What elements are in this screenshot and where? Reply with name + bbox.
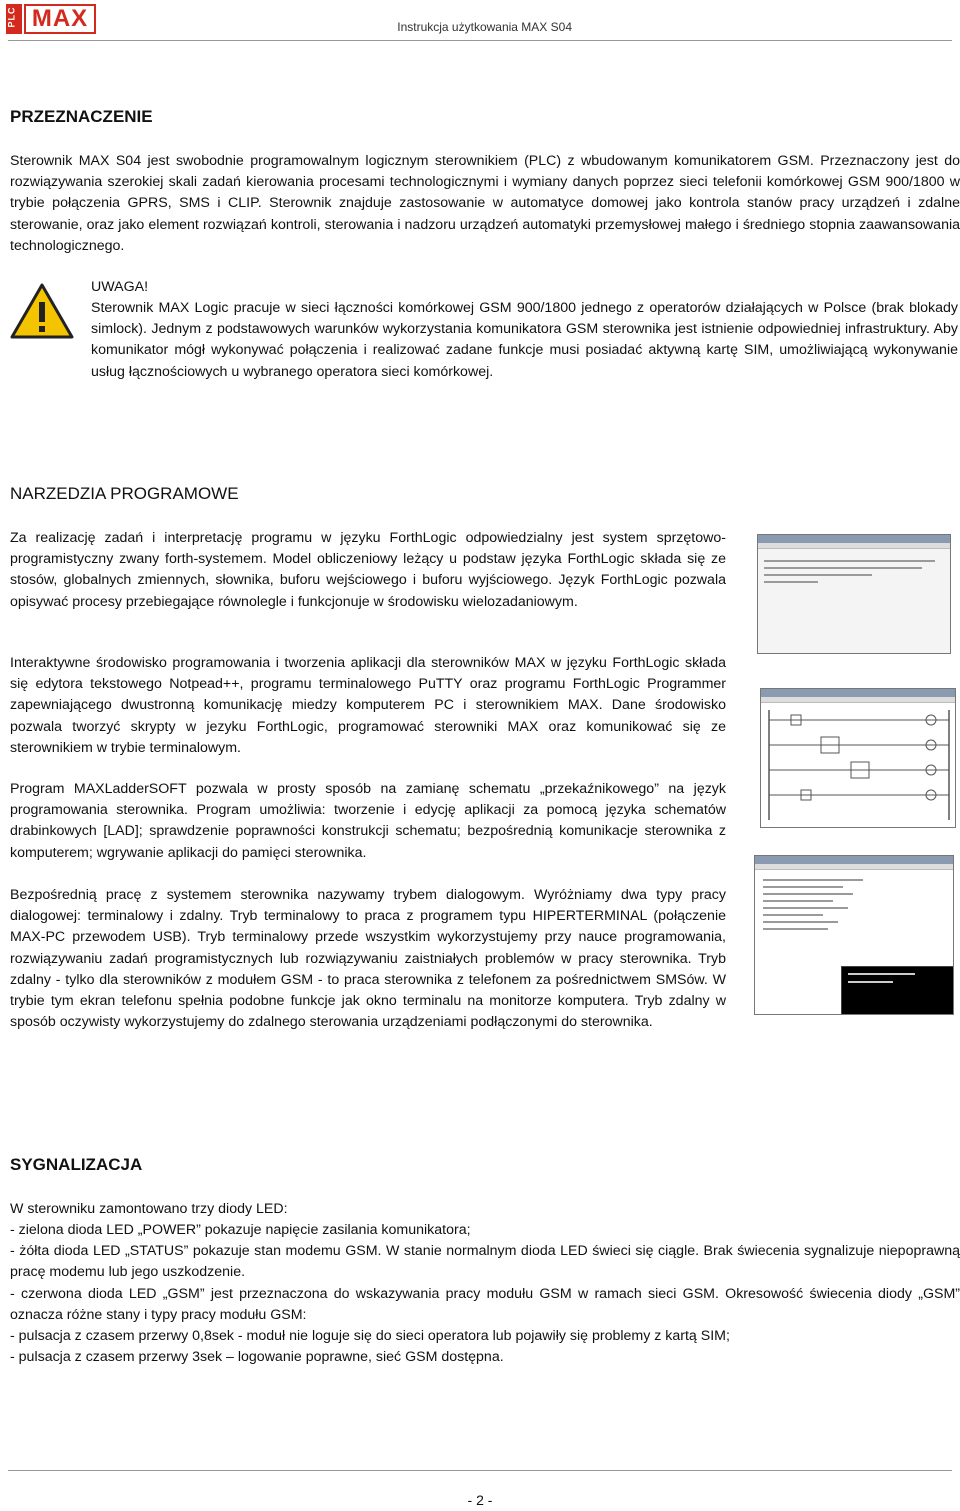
section-title-narzedzia: NARZEDZIA PROGRAMOWE [10, 484, 239, 503]
narzedzia-paragraph-4: Bezpośrednią pracę z systemem sterownika nazywamy trybem dialogowym. Wyróżniamy dwa typy pracy dialogowej: terminalowy i zdalny. Tryb terminalowy to praca z programem typu HIPERTERMINAL (połączenie MAX-PC przewodem USB). Tryb terminalowy przede wszystkim wykorzystujemy przy nauce programowania, rozwiązywaniu zadań programistycznych lub rozwiązywaniu zaistniałych problemów w pracy sterownika. Tryb zdalny - tylko dla sterowników z modułem GSM - to praca sterownika z telefonem za pośrednictwem SMSów. W trybie tym ekran telefonu spełnia podobne funkcje jak okno terminalu na monitorze komputera. Tryb zdalny w sposób oczywisty wykorzystujemy do zdalnego sterowania urządzeniami podłączonymi do sterownika. [10, 887, 726, 1031]
section-title-sygnalizacja: SYGNALIZACJA [10, 1155, 143, 1174]
led-gsm: - czerwona dioda LED „GSM” jest przeznaczona do wskazywania pracy modułu GSM w ramach sieci GSM. Okresowość świecenia diody „GSM” oznacza różne stany i typy pracy modułu GSM: [10, 1286, 960, 1324]
narzedzia-paragraph-3: Program MAXLadderSOFT pozwala w prosty sposób na zamianę schematu „przekaźnikowego” na język programowania sterownika. Program umożliwia: tworzenie i edycję aplikacji za pomocą języka schematów drabinkowych [LAD]; sprawdzenie poprawności konstrukcji schematu; bezpośrednią komunikacje sterownika z komputerem; wgrywanie aplikacji do pamięci sterownika. [10, 781, 726, 861]
warning-icon [10, 282, 74, 340]
przeznaczenie-paragraph: Sterownik MAX S04 jest swobodnie programowalnym logicznym sterownikiem (PLC) z wbudowanym komunikatorem GSM. Przeznaczony jest do rozwiązywania szerokiej skali zadań kierowania procesami technologicznymi i wymiany danych poprzez sieci telefonii komórkowej GSM 900/1800 w trybie połączenia GPRS, SMS i CLIP. Sterownik znajduje zastosowanie w automatyce domowej jako kontrola stanów pracy urządzeń i zdalne sterowanie, oraz jako element rozwiązań kontroli, sterowania i nadzoru urządzeń automatyki przemysłowej małego i średniego stopnia zaawansowania technologicznego. [10, 153, 960, 254]
ladder-editor-screenshot [760, 688, 956, 828]
section-title-przeznaczenie: PRZEZNACZENIE [10, 107, 153, 126]
warning-title: UWAGA! [91, 279, 149, 295]
narzedzia-paragraph-1: Za realizację zadań i interpretację programu w języku ForthLogic odpowiedzialny jest system sprzętowo-programistyczny zwany forth-systemem. Model obliczeniowy leżący u podstaw języka ForthLogic składa się ze stosów, globalnych zmiennych, słownika, buforu wejściowego i buforu wyjściowego. Język ForthLogic pozwala opisywać procesy przebiegające równolegle i funkcjonuje w środowisku wielozadaniowym. [10, 530, 726, 610]
header-divider [8, 40, 952, 41]
notepad-putty-screenshot [754, 855, 954, 1015]
terminal-window [841, 966, 954, 1015]
led-power: - zielona dioda LED „POWER” pokazuje napięcie zasilania komunikatora; [10, 1222, 471, 1238]
document-title: Instrukcja użytkowania MAX S04 [397, 20, 572, 34]
narzedzia-paragraph-2: Interaktywne środowisko programowania i tworzenia aplikacji dla sterowników MAX w języku ForthLogic składa się edytora tekstowego Notpead++, programu terminalowego PuTTY oraz programu ForthLogic Programmer zapewniającego dwustronną komunikację miedzy komputerem PC i sterownikiem MAX. Dane środowisko pozwala tworzyć skrypty w jezyku ForthLogic, programować sterowniki MAX oraz komunikować się ze sterownikiem w trybie terminalowym. [10, 655, 726, 756]
warning-text: Sterownik MAX Logic pracuje w sieci łączności komórkowej GSM 900/1800 jednego z operatorów działających w Polsce (brak blokady simlock). Jednym z podstawowych warunków wykorzystania komunikatora GSM sterownika jest istnienie odpowiedniej infrastruktury. Aby komunikator mógł wykonywać połączenia i realizować zadane funkcje musi posiadać aktywną kartę SIM, umożliwiającą wykonywanie usług łącznościowych u wybranego operatora sieci komórkowej. [91, 300, 958, 380]
page-number: - 2 - [467, 1492, 493, 1508]
forthlogic-programmer-screenshot [757, 534, 951, 654]
led-intro: W sterowniku zamontowano trzy diody LED: [10, 1201, 288, 1217]
led-gsm-pulse-3: - pulsacja z czasem przerwy 3sek – logowanie poprawne, sieć GSM dostępna. [10, 1349, 504, 1365]
plc-max-logo [6, 4, 96, 34]
logo-plc-badge: PLC [6, 4, 22, 34]
led-status: - żółta dioda LED „STATUS” pokazuje stan modemu GSM. W stanie normalnym dioda LED świeci się ciągle. Brak świecenia sygnalizuje niepoprawną pracę modemu lub jego uszkodzenie. [10, 1243, 960, 1281]
logo-max-text: MAX [24, 4, 96, 34]
footer-divider [8, 1470, 952, 1471]
led-gsm-pulse-08: - pulsacja z czasem przerwy 0,8sek - moduł nie loguje się do sieci operatora lub pojawiły się problemy z kartą SIM; [10, 1328, 730, 1344]
ladder-diagram-icon [761, 705, 956, 825]
